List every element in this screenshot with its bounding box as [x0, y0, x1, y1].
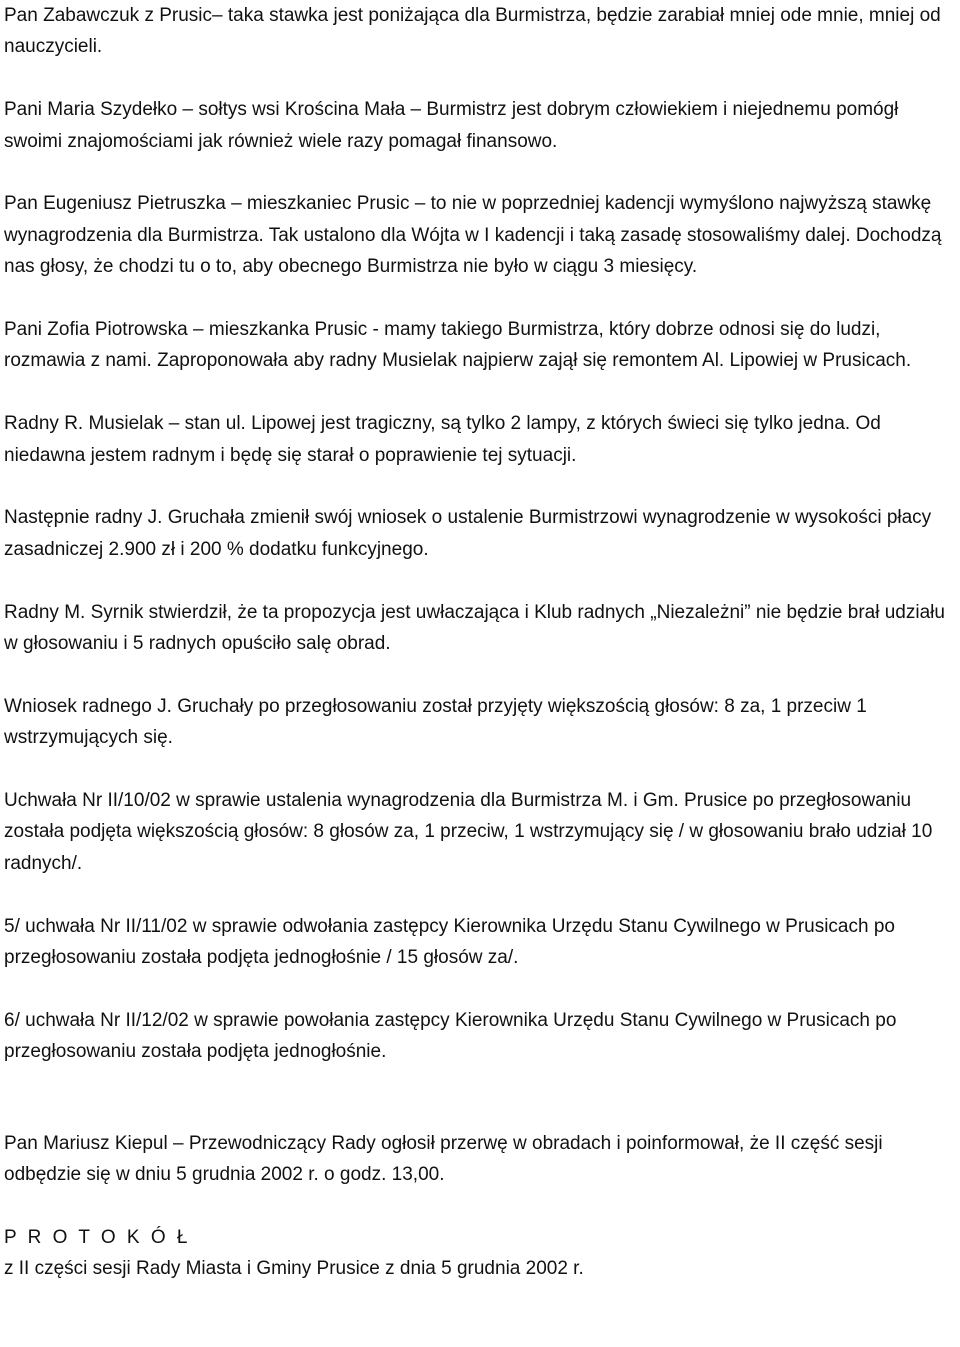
- paragraph-syrnik: Radny M. Syrnik stwierdził, że ta propozycja jest uwłaczająca i Klub radnych „Niezależni” nie będzie brał udziału w głosowaniu i 5 radnych opuściło salę obrad.: [4, 601, 945, 655]
- paragraph-piotrowska: Pani Zofia Piotrowska – mieszkanka Prusic - mamy takiego Burmistrza, który dobrze odnosi się do ludzi, rozmawia z nami. Zaproponowała aby radny Musielak najpierw zajął się remontem Al. Lipowiej w Prusicach.: [4, 319, 912, 372]
- paragraph-pietruszka: Pan Eugeniusz Pietruszka – mieszkaniec Prusic – to nie w poprzedniej kadencji wymyślono najwyższą stawkę wynagrodzenia dla Burmistrza. Tak ustalono dla Wójta w I kadencji i taką zasadę stosowaliśmy dalej. Dochodzą nas głosy, że chodzi tu o to, aby obecnego Burmistrza nie było w ciągu 3 miesięcy.: [4, 193, 942, 278]
- document-body: [4, 0, 958, 1285]
- paragraph-resolution-ii-10: Uchwała Nr II/10/02 w sprawie ustalenia wynagrodzenia dla Burmistrza M. i Gm. Prusice po przegłosowaniu została podjęta większością głosów: 8 głosów za, 1 przeciw, 1 wstrzymujący się / w głosowaniu brało udział 10 radnych/.: [4, 790, 933, 874]
- paragraph-musielak: Radny R. Musielak – stan ul. Lipowej jest tragiczny, są tylko 2 lampy, z których świeci się tylko jedna. Od niedawna jestem radnym i będę się starał o poprawienie tej sytuacji.: [4, 413, 881, 466]
- paragraph-resolution-ii-11: 5/ uchwała Nr II/11/02 w sprawie odwołania zastępcy Kierownika Urzędu Stanu Cywilnego w Prusicach po przegłosowaniu została podjęta jednogłośnie / 15 głosów za/.: [4, 915, 895, 969]
- paragraph-zabawczuk: Pan Zabawczuk z Prusic– taka stawka jest poniżająca dla Burmistrza, będzie zarabiał mniej ode mnie, mniej od nauczycieli.: [4, 5, 941, 58]
- paragraph-motion-vote: Wniosek radnego J. Gruchały po przegłosowaniu został przyjęty większością głosów: 8 za, 1 przeciw 1 wstrzymujących się.: [4, 695, 867, 749]
- paragraph-kiepul-break: Pan Mariusz Kiepul – Przewodniczący Rady ogłosił przerwę w obradach i poinformował, że II część sesji odbędzie się w dniu 5 grudnia 2002 r. o godz. 13,00.: [4, 1132, 883, 1186]
- paragraph-szydelko: Pani Maria Szydełko – sołtys wsi Krościna Mała – Burmistrz jest dobrym człowiekiem i niejednemu pomógł swoimi znajomościami jak również wiele razy pomagał finansowo.: [4, 99, 899, 152]
- protocol-heading: P R O T O K Ó Ł: [4, 1226, 191, 1248]
- paragraph-resolution-ii-12: 6/ uchwała Nr II/12/02 w sprawie powołania zastępcy Kierownika Urzędu Stanu Cywilnego w Prusicach po przegłosowaniu została podjęta jednogłośnie.: [4, 1009, 897, 1063]
- paragraph-gruchala-motion: Następnie radny J. Gruchała zmienił swój wniosek o ustalenie Burmistrzowi wynagrodzenie w wysokości płacy zasadniczej 2.900 zł i 200 % dodatku funkcyjnego.: [4, 507, 932, 560]
- protocol-subtitle: z II części sesji Rady Miasta i Gminy Prusice z dnia 5 grudnia 2002 r.: [4, 1258, 584, 1280]
